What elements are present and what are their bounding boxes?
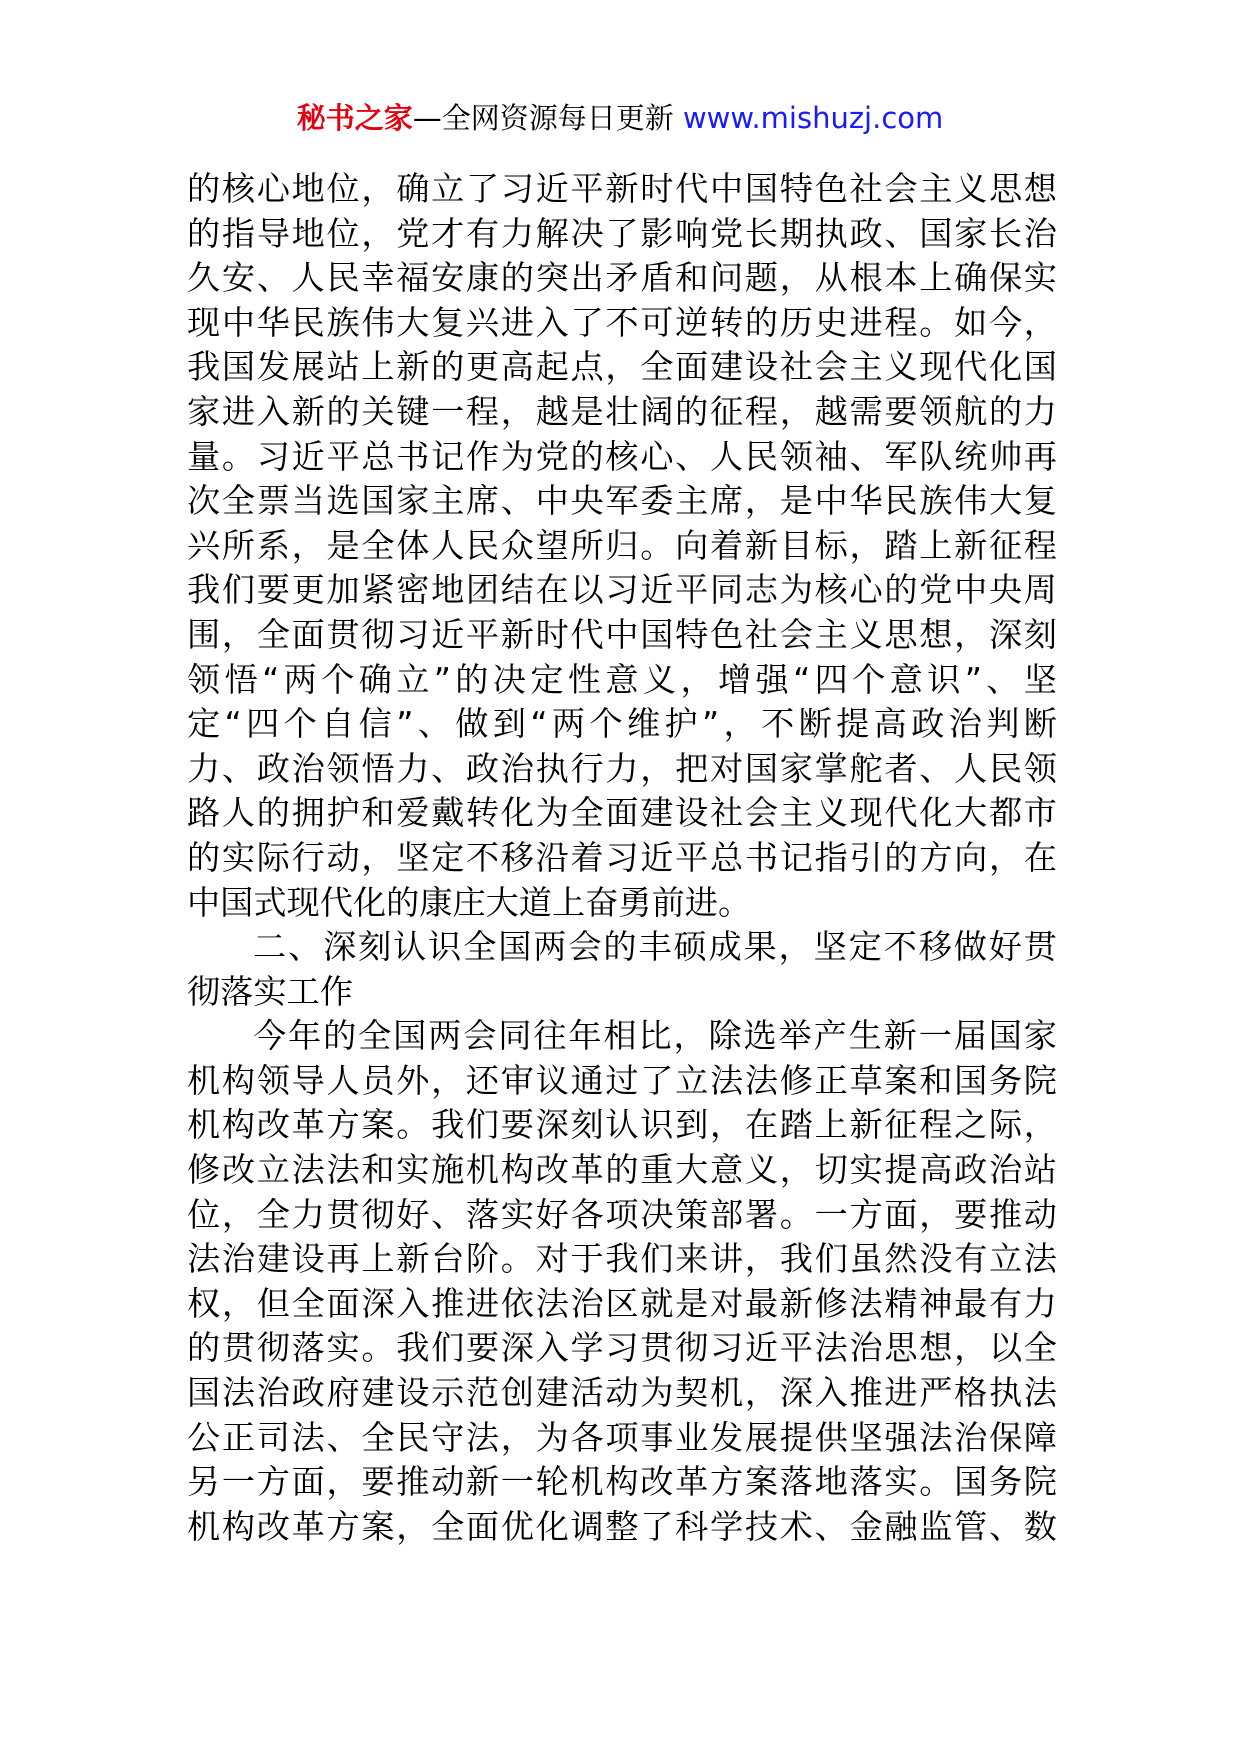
text-line: 领悟“两个确立”的决定性意义，增强“四个意识”、坚 (187, 659, 1057, 699)
text-line: 的核心地位，确立了习近平新时代中国特色社会主义思想 (187, 169, 1057, 208)
text-line: 路人的拥护和爱戴转化为全面建设社会主义现代化大都市 (187, 793, 1057, 833)
text-line: 围，全面贯彻习近平新时代中国特色社会主义思想，深刻 (187, 614, 1057, 654)
text-line: 法治建设再上新台阶。对于我们来讲，我们虽然没有立法 (187, 1239, 1057, 1279)
site-header (0, 98, 1240, 138)
text-line: 兴所系，是全体人民众望所归。向着新目标，踏上新征程 (187, 525, 1057, 565)
text-line: 家进入新的关键一程，越是壮阔的征程，越需要领航的力 (187, 391, 1057, 431)
text-line: 的实际行动，坚定不移沿着习近平总书记指引的方向，在 (187, 837, 1057, 877)
document-body (187, 167, 1057, 1549)
text-line: 量。习近平总书记作为党的核心、人民领袖、军队统帅再 (187, 436, 1057, 476)
text-line: 今年的全国两会同往年相比，除选举产生新一届国家 (253, 1016, 1057, 1056)
text-line: 中国式现代化的康庄大道上奋勇前进。 (187, 882, 752, 922)
site-tagline: —全网资源每日更新 (412, 101, 683, 135)
text-line: 机构改革方案，全面优化调整了科学技术、金融监管、数 (187, 1506, 1057, 1546)
text-line: 定“四个自信”、做到“两个维护”，不断提高政治判断 (187, 704, 1057, 744)
text-line: 位，全力贯彻好、落实好各项决策部署。一方面，要推动 (187, 1194, 1057, 1234)
text-line: 二、深刻认识全国两会的丰硕成果，坚定不移做好贯 (253, 927, 1057, 967)
site-brand: 秘书之家 (296, 101, 413, 135)
text-line: 国法治政府建设示范创建活动为契机，深入推进严格执法 (187, 1373, 1057, 1413)
text-line: 公正司法、全民守法，为各项事业发展提供坚强法治保障 (187, 1417, 1057, 1457)
text-line: 修改立法法和实施机构改革的重大意义，切实提高政治站 (187, 1150, 1057, 1190)
text-line: 的指导地位，党才有力解决了影响党长期执政、国家长治 (187, 213, 1057, 253)
site-url-link[interactable]: www.mishuzj.com (682, 101, 944, 135)
text-line: 彻落实工作 (187, 971, 353, 1011)
text-line: 次全票当选国家主席、中央军委主席，是中华民族伟大复 (187, 481, 1057, 521)
text-line: 现中华民族伟大复兴进入了不可逆转的历史进程。如今， (187, 302, 1057, 342)
text-line: 权，但全面深入推进依法治区就是对最新修法精神最有力 (187, 1283, 1057, 1323)
text-line: 的贯彻落实。我们要深入学习贯彻习近平法治思想，以全 (187, 1328, 1057, 1368)
text-line: 另一方面，要推动新一轮机构改革方案落地落实。国务院 (187, 1462, 1057, 1502)
text-line: 我们要更加紧密地团结在以习近平同志为核心的党中央周 (187, 570, 1057, 610)
text-line: 机构领导人员外，还审议通过了立法法修正草案和国务院 (187, 1060, 1057, 1100)
text-line: 力、政治领悟力、政治执行力，把对国家掌舵者、人民领 (187, 748, 1057, 788)
text-line: 机构改革方案。我们要深刻认识到，在踏上新征程之际， (187, 1105, 1057, 1145)
text-line: 久安、人民幸福安康的突出矛盾和问题，从根本上确保实 (187, 258, 1057, 298)
text-line: 我国发展站上新的更高起点，全面建设社会主义现代化国 (187, 347, 1057, 387)
